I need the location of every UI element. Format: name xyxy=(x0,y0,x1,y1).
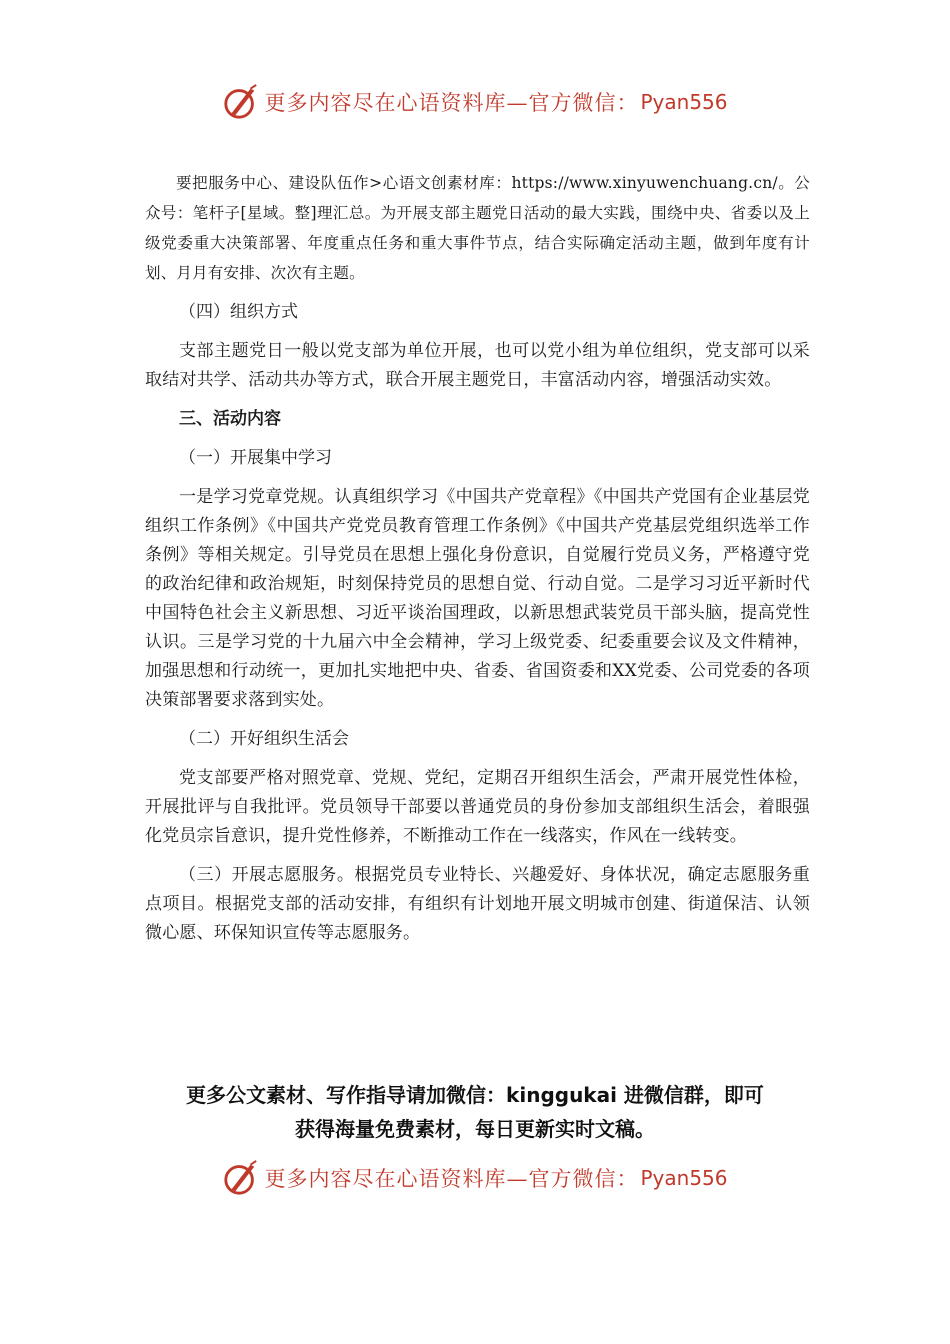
banner-text-bottom: 更多内容尽在心语资料库—官方微信： xyxy=(264,1167,639,1191)
banner-account-bottom: Pyan556 xyxy=(640,1166,728,1190)
section-heading-content: 三、活动内容 xyxy=(179,409,281,429)
subheading-life-meeting: （二）开好组织生活会 xyxy=(179,729,349,749)
footer-line-2: 获得海量免费素材，每日更新实时文稿。 xyxy=(295,1117,655,1141)
subheading-study: （一）开展集中学习 xyxy=(179,448,332,468)
banner-inner-bottom xyxy=(222,1159,727,1197)
study-paragraph: 一是学习党章党规。认真组织学习《中国共产党章程》《中国共产党国有企业基层党组织工作条例》《中国共产党党员教育管理工作条例》《中国共产党基层党组织选举工作条例》等相关规定。引导党员在思想上强化身份意识，自觉履行党员义务，严格遵守党的政治纪律和政治规矩，时刻保持党员的思想自觉、行动自觉。二是学习习近平新时代中国特色社会主义新思想、习近平谈治国理政，以新思想武装党员干部头脑，提高党性认识。三是学习党的十九届六中全会精神，学习上级党委、纪委重要会议及文件精神，加强思想和行动统一，更加扎实地把中央、省委、省国资委和XX党委、公司党委的各项决策部署要求落到实处。 xyxy=(145,487,810,710)
section-heading-organization: （四）组织方式 xyxy=(179,302,298,322)
life-meeting-paragraph: 党支部要严格对照党章、党规、党纪，定期召开组织生活会，严肃开展党性体检，开展批评与自我批评。党员领导干部要以普通党员的身份参加支部组织生活会，着眼强化党员宗旨意识，提升党性修养，不断推动工作在一线落实，作风在一线转变。 xyxy=(145,768,810,846)
bottom-banner xyxy=(0,1156,950,1200)
document-body xyxy=(145,168,810,958)
quill-logo-icon xyxy=(222,1159,260,1197)
banner-account: Pyan556 xyxy=(640,90,728,114)
top-banner xyxy=(0,80,950,124)
banner-inner xyxy=(222,83,727,121)
footer-line-1: 更多公文素材、写作指导请加微信：kinggukai 进微信群，即可 xyxy=(186,1083,764,1107)
intro-paragraph: 要把服务中心、建设队伍作>心语文创素材库：https://www.xinyuwenchuang.cn/。公众号：笔杆子[星域。整]理汇总。为开展支部主题党日活动的最大实践，围绕中央、省委以及上级党委重大决策部署、年度重点任务和重大事件节点，结合实际确定活动主题，做到年度有计划、月月有安排、次次有主题。 xyxy=(145,174,810,282)
volunteer-paragraph: （三）开展志愿服务。根据党员专业特长、兴趣爱好、身体状况，确定志愿服务重点项目。根据党支部的活动安排，有组织有计划地开展文明城市创建、街道保洁、认领微心愿、环保知识宣传等志愿服务。 xyxy=(145,865,810,943)
quill-logo-icon xyxy=(222,83,260,121)
banner-text: 更多内容尽在心语资料库—官方微信： xyxy=(264,91,639,115)
footer-note xyxy=(120,1078,830,1146)
organization-paragraph: 支部主题党日一般以党支部为单位开展，也可以党小组为单位组织，党支部可以采取结对共学、活动共办等方式，联合开展主题党日，丰富活动内容，增强活动实效。 xyxy=(145,341,810,390)
